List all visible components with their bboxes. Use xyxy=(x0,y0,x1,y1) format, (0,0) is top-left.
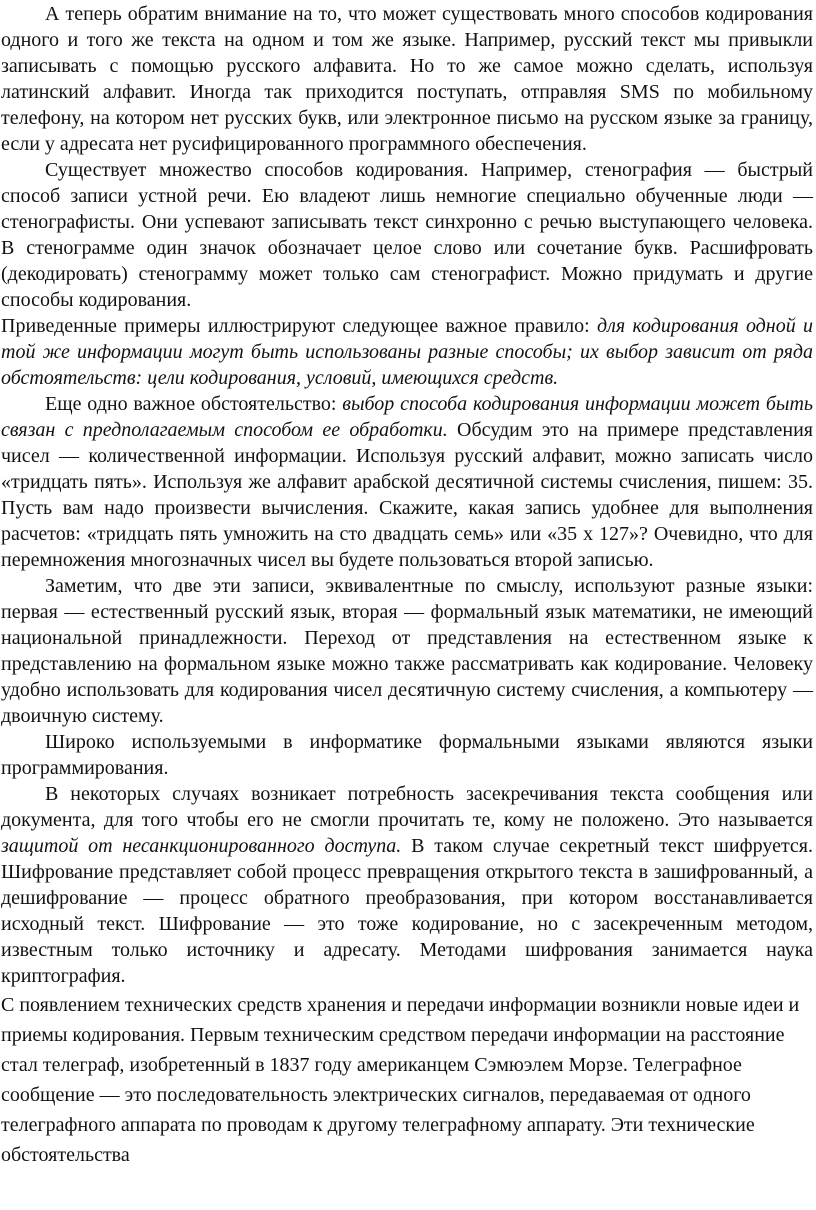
encryption-intro-text: В некоторых случаях возникает потребность засекречивания текста сообщения или документа, для того чтобы его не смогли прочитать те, кому не положено. Это называется xyxy=(1,783,813,831)
rule-italic-text: для кодирования одной и той же информации могут быть использованы разные способы; их выбор зависит от ряда обстоятельств: цели кодирования, условий, имеющихся средств. xyxy=(1,315,814,389)
paragraph-rule xyxy=(1,313,813,391)
paragraph-encoding-methods: А теперь обратим внимание на то, что может существовать много способов кодирования одного и того же текста на одном и том же языке. Например, русский текст мы привыкли записывать с помощью русского алфавита. Но то же самое можно сделать, используя латинский алфавит. Иногда так приходится поступать, отправляя SMS по мобильному телефону, на котором нет русских букв, или электронное письмо на русском языке за границу, если у адресата нет русифицированного программного обеспечения. xyxy=(1,3,813,155)
processing-intro-text: Еще одно важное обстоятельство: xyxy=(45,393,343,415)
paragraph-processing xyxy=(1,391,813,573)
processing-body-text: Обсудим это на примере представления чисел — количественной информации. Используя русский алфавит, можно записать число «тридцать пять». Используя же алфавит арабской десятичной системы счисления, пишем: 35. Пусть вам надо произвести вычисления. Скажите, какая запись удобнее для выполнения расчетов: «тридцать пять умножить на сто двадцать семь» или «35 х 127»? Очевидно, что для перемножения многозначных чисел вы будете пользоваться второй записью. xyxy=(1,419,813,571)
paragraph-stenography: Существует множество способов кодирования. Например, стенография — быстрый способ записи устной речи. Ею владеют лишь немногие специально обученные люди — стенографисты. Они успевают записывать текст синхронно с речью выступающего человека. В стенограмме один значок обозначает целое слово или сочетание букв. Расшифровать (декодировать) стенограмму может только сам стенографист. Можно придумать и другие способы кодирования. xyxy=(1,159,813,311)
encryption-italic-text: защитой от несанкционированного доступа. xyxy=(1,835,402,857)
paragraph-encryption xyxy=(1,781,813,989)
paragraph-formal-languages: Заметим, что две эти записи, эквивалентные по смыслу, используют разные языки: первая — естественный русский язык, вторая — формальный язык математики, не имеющий национальной принадлежности. Переход от представления на естественном языке к представлению на формальном языке можно также рассматривать как кодирование. Человеку удобно использовать для кодирования чисел десятичную систему счисления, а компьютеру — двоичную систему. xyxy=(1,575,813,727)
paragraph-telegraph: С появлением технических средств хранения и передачи информации возникли новые идеи и приемы кодирования. Первым техническим средством передачи информации на расстояние стал телеграф, изобретенный в 1837 году американцем Сэмюэлем Морзе. Телеграфное сообщение — это последовательность электрических сигналов, передаваемая от одного телеграфного аппарата по проводам к другому телеграфному аппарату. Эти технические обстоятельства xyxy=(1,994,800,1166)
rule-intro-text: Приведенные примеры иллюстрируют следующее важное правило: xyxy=(1,315,598,337)
encryption-body-text: В таком случае секретный текст шифруется. Шифрование представляет собой процесс превращения открытого текста в зашифрованный, а дешифрование — процесс обратного преобразования, при котором восстанавливается исходный текст. Шифрование — это тоже кодирование, но с засекреченным методом, известным только источнику и адресату. Методами шифрования занимается наука криптография. xyxy=(1,835,814,987)
processing-italic-text: выбор способа кодирования информации может быть связан с предполагаемым способом ее обработки. xyxy=(1,393,814,441)
paragraph-programming-languages: Широко используемыми в информатике формальными языками являются языки программирования. xyxy=(1,731,813,779)
